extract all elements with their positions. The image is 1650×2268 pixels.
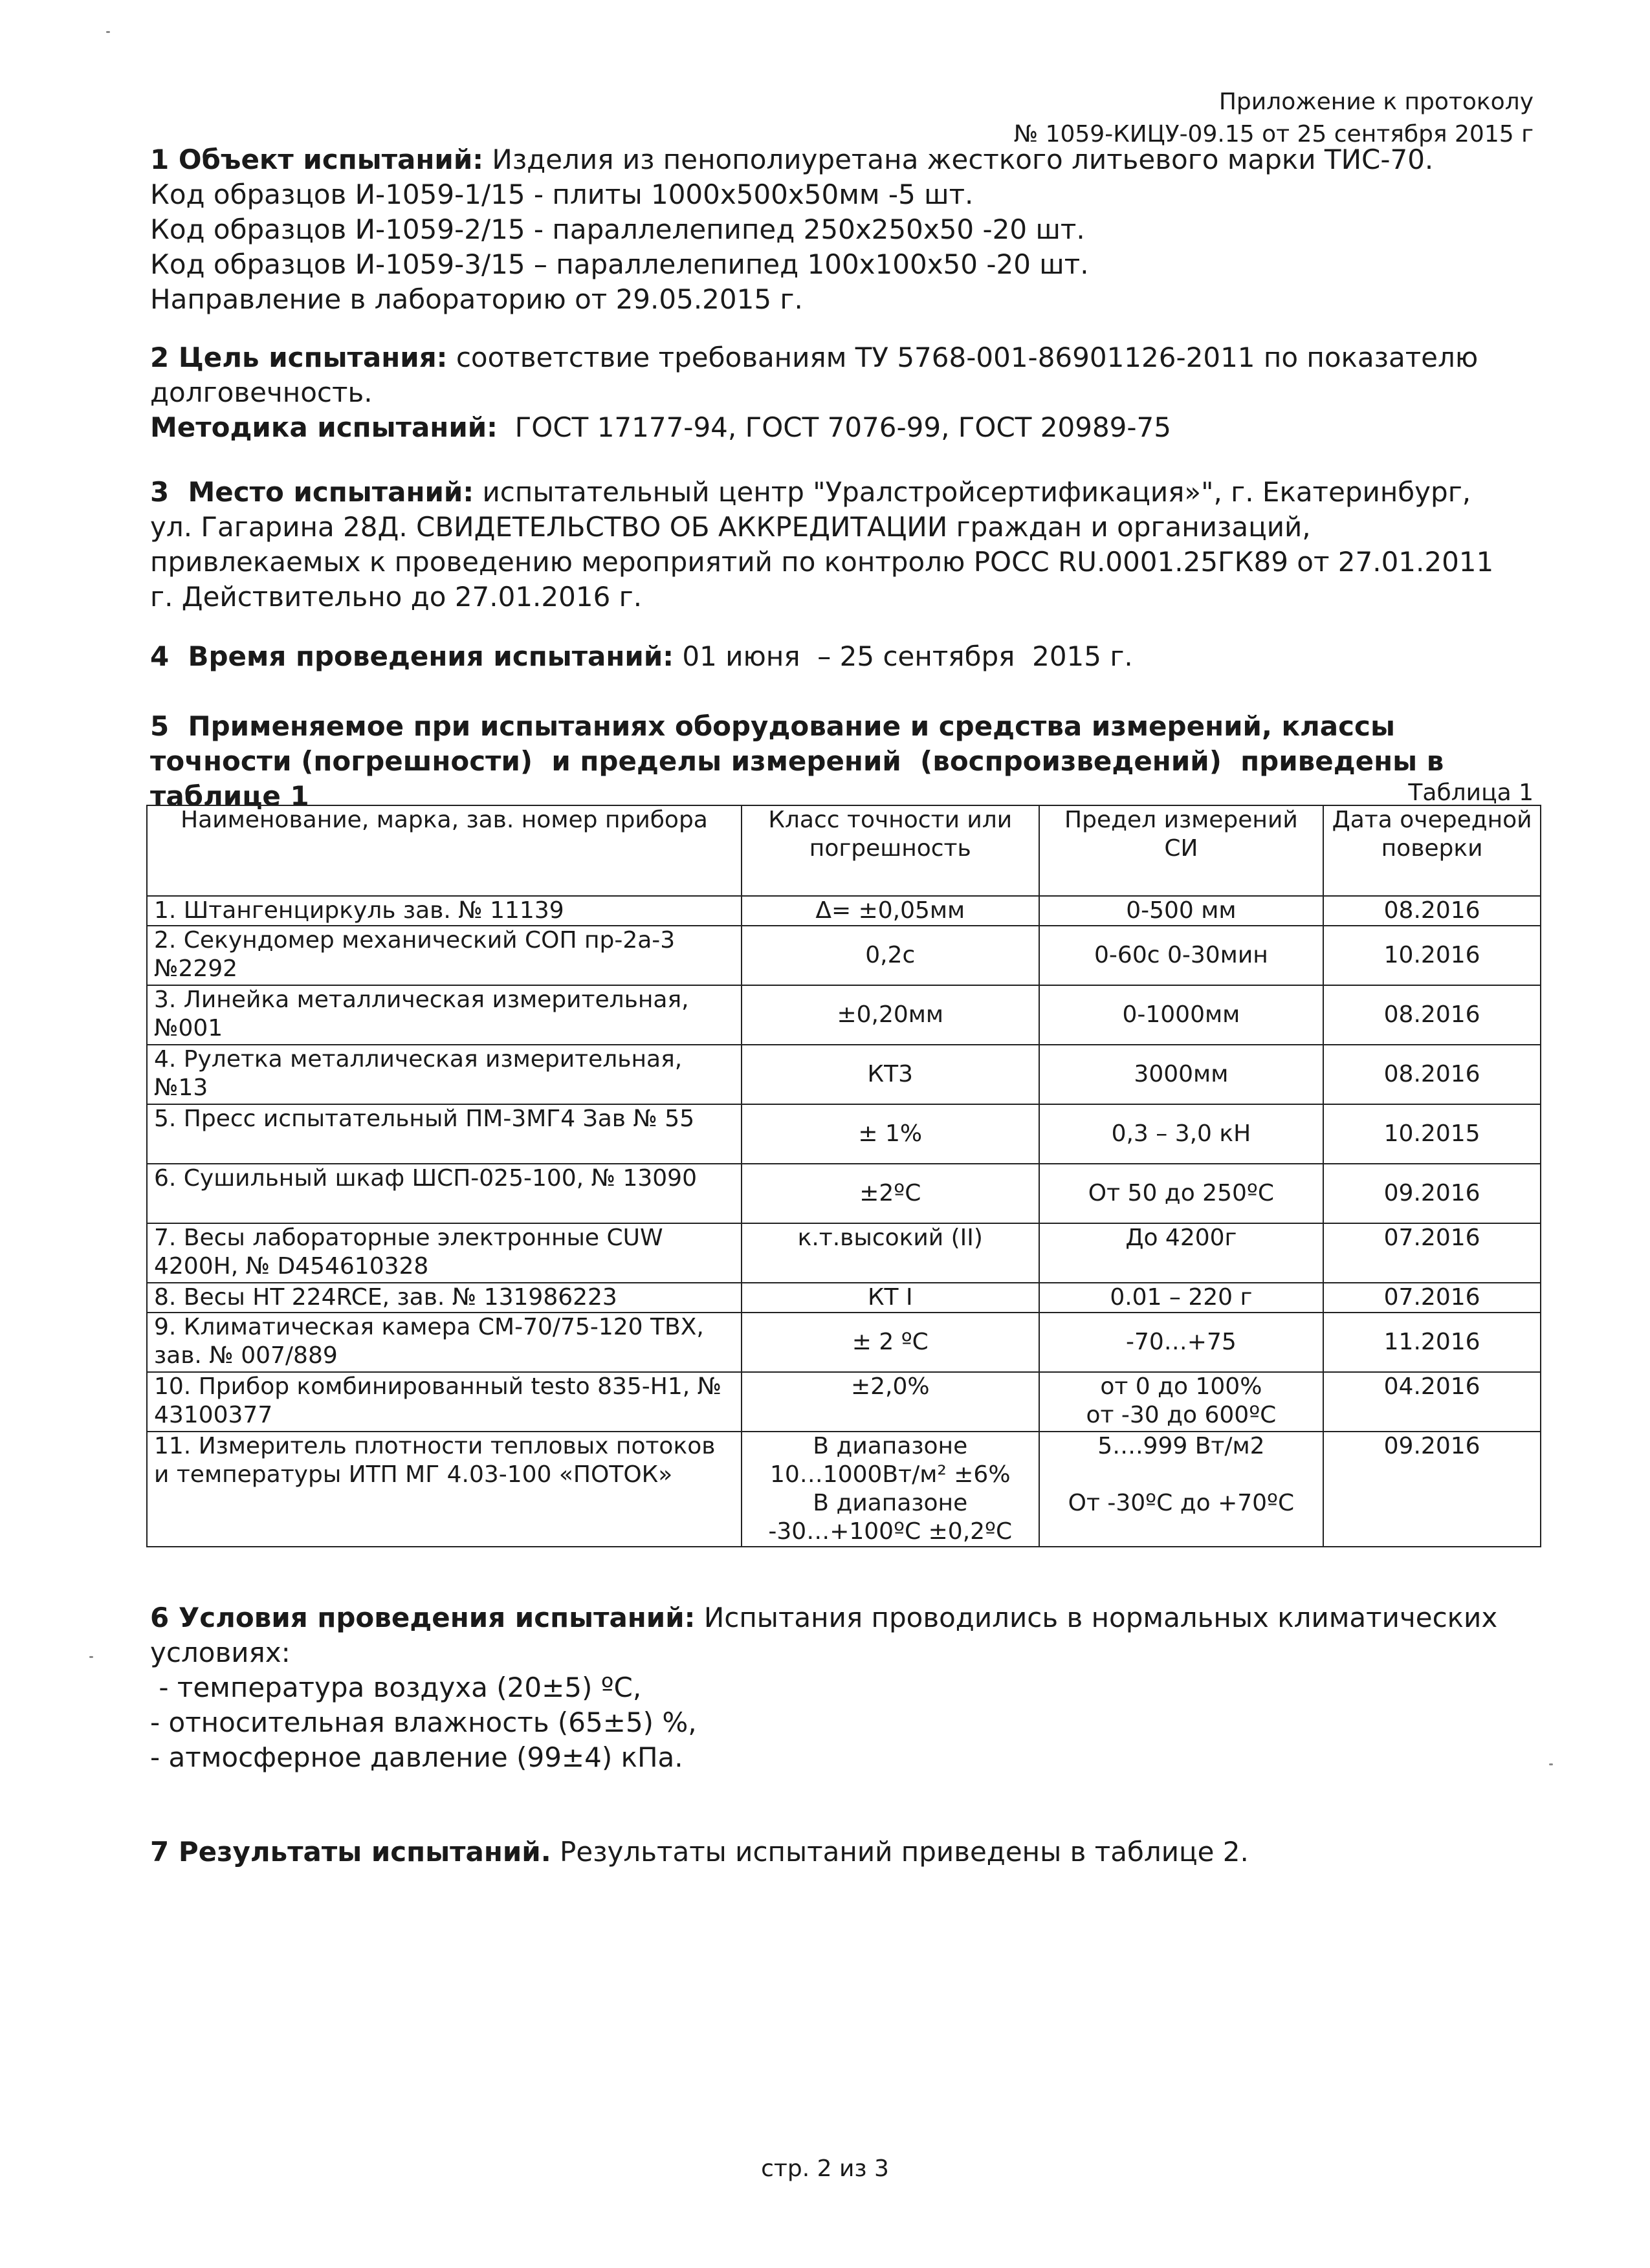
cell-accuracy: 0,2с xyxy=(742,926,1039,985)
equipment-table xyxy=(146,805,1541,1547)
scan-speck xyxy=(1549,1763,1553,1765)
cell-instrument: 5. Пресс испытательный ПМ-3МГ4 Зав № 55 xyxy=(147,1104,742,1164)
method-label: Методика испытаний: xyxy=(150,411,498,443)
section-4-heading: 4 Время проведения испытаний: xyxy=(150,640,674,672)
cell-date: 07.2016 xyxy=(1323,1223,1541,1283)
cell-accuracy: ± 1% xyxy=(742,1104,1039,1164)
cell-date: 07.2016 xyxy=(1323,1283,1541,1313)
cell-date: 08.2016 xyxy=(1323,1045,1541,1104)
sample-code-line-3: Код образцов И-1059-3/15 – параллелепипед 100х100х50 -20 шт. xyxy=(150,248,1089,280)
scan-speck xyxy=(106,31,110,33)
table-row xyxy=(147,1045,1541,1104)
table-row xyxy=(147,1164,1541,1223)
section-7-heading: 7 Результаты испытаний. xyxy=(150,1836,551,1868)
section-4-text: 01 июня – 25 сентября 2015 г. xyxy=(674,640,1133,672)
cell-instrument: 7. Весы лабораторные электронные CUW 4200H, № D454610328 xyxy=(147,1223,742,1283)
section-6-heading: 6 Условия проведения испытаний: xyxy=(150,1602,696,1633)
cell-range: 0,3 – 3,0 кН xyxy=(1039,1104,1324,1164)
section-6 xyxy=(150,1600,1502,1775)
sample-code-line-1: Код образцов И-1059-1/15 - плиты 1000х500х50мм -5 шт. xyxy=(150,179,974,210)
table-row xyxy=(147,1283,1541,1313)
cell-instrument: 4. Рулетка металлическая измерительная, №13 xyxy=(147,1045,742,1104)
cell-accuracy: Δ= ±0,05мм xyxy=(742,896,1039,926)
cell-instrument: 1. Штангенциркуль зав. № 11139 xyxy=(147,896,742,926)
method-text: ГОСТ 17177-94, ГОСТ 7076-99, ГОСТ 20989-75 xyxy=(497,411,1172,443)
cell-instrument: 3. Линейка металлическая измерительная, №001 xyxy=(147,985,742,1045)
section-6-text: Испытания проводились в нормальных климатических условиях: xyxy=(150,1602,1498,1668)
table-row xyxy=(147,1223,1541,1283)
section-5-heading: 5 Применяемое при испытаниях оборудование и средства измерений, классы точности (погрешности) и пределы измерений (воспроизведений) приведены в таблице 1 xyxy=(150,710,1453,812)
section-1-heading: 1 Объект испытаний: xyxy=(150,144,484,175)
section-1-text: Изделия из пенополиуретана жесткого литьевого марки ТИС-70. xyxy=(483,144,1434,175)
column-header-calibration-date: Дата очередной поверки xyxy=(1323,805,1541,896)
cell-date: 09.2016 xyxy=(1323,1432,1541,1547)
section-3-heading: 3 Место испытаний: xyxy=(150,476,474,508)
referral-line: Направление в лабораторию от 29.05.2015 г. xyxy=(150,283,803,315)
table-1-caption: Таблица 1 xyxy=(1408,780,1534,806)
section-3-text: испытательный центр "Уралстройсертификация»", г. Екатеринбург, ул. Гагарина 28Д. СВИДЕТЕЛЬСТВО ОБ АККРЕДИТАЦИИ граждан и организаций, привлекаемых к проведению мероприятий по контролю РОСС RU.0001.25ГК89 от 27.01.2011 г. Действительно до 27.01.2016 г. xyxy=(150,476,1494,613)
condition-humidity: - относительная влажность (65±5) %, xyxy=(150,1706,697,1738)
page-number: стр. 2 из 3 xyxy=(761,2155,889,2182)
cell-date: 08.2016 xyxy=(1323,985,1541,1045)
column-header-range: Предел измерений СИ xyxy=(1039,805,1324,896)
cell-range: От 50 до 250ºС xyxy=(1039,1164,1324,1223)
cell-accuracy: ±0,20мм xyxy=(742,985,1039,1045)
column-header-accuracy: Класс точности или погрешность xyxy=(742,805,1039,896)
cell-range: от 0 до 100% от -30 до 600ºС xyxy=(1039,1372,1324,1432)
cell-range: 5….999 Вт/м2 От -30ºС до +70ºС xyxy=(1039,1432,1324,1547)
table-row xyxy=(147,926,1541,985)
cell-date: 11.2016 xyxy=(1323,1313,1541,1372)
section-7 xyxy=(150,1835,1502,1870)
cell-accuracy: КТ3 xyxy=(742,1045,1039,1104)
table-row xyxy=(147,1372,1541,1432)
cell-date: 10.2015 xyxy=(1323,1104,1541,1164)
cell-instrument: 6. Сушильный шкаф ШСП-025-100, № 13090 xyxy=(147,1164,742,1223)
cell-accuracy: ±2,0% xyxy=(742,1372,1039,1432)
cell-range: 3000мм xyxy=(1039,1045,1324,1104)
header-line-2: № 1059-КИЦУ-09.15 от 25 сентября 2015 г xyxy=(1013,121,1534,147)
condition-pressure: - атмосферное давление (99±4) кПа. xyxy=(150,1741,683,1773)
cell-accuracy: КТ I xyxy=(742,1283,1039,1313)
cell-accuracy: ± 2 ºС xyxy=(742,1313,1039,1372)
cell-date: 04.2016 xyxy=(1323,1372,1541,1432)
cell-date: 10.2016 xyxy=(1323,926,1541,985)
table-header-row xyxy=(147,805,1541,896)
section-1 xyxy=(150,142,1502,317)
cell-accuracy: В диапазоне 10…1000Вт/м² ±6% В диапазоне -30…+100ºС ±0,2ºС xyxy=(742,1432,1039,1547)
section-3 xyxy=(150,475,1502,615)
section-4 xyxy=(150,639,1502,674)
section-7-text: Результаты испытаний приведены в таблице 2. xyxy=(551,1836,1249,1868)
cell-date: 09.2016 xyxy=(1323,1164,1541,1223)
cell-instrument: 9. Климатическая камера СМ-70/75-120 ТВХ, зав. № 007/889 xyxy=(147,1313,742,1372)
protocol-reference xyxy=(1014,86,1534,151)
cell-accuracy: к.т.высокий (II) xyxy=(742,1223,1039,1283)
table-row xyxy=(147,896,1541,926)
column-header-name: Наименование, марка, зав. номер прибора xyxy=(147,805,742,896)
table-row xyxy=(147,1313,1541,1372)
cell-instrument: 11. Измеритель плотности тепловых потоков и температуры ИТП МГ 4.03-100 «ПОТОК» xyxy=(147,1432,742,1547)
condition-temperature: - температура воздуха (20±5) ºС, xyxy=(150,1672,642,1703)
cell-range: -70…+75 xyxy=(1039,1313,1324,1372)
cell-range: 0-500 мм xyxy=(1039,896,1324,926)
cell-range: 0.01 – 220 г xyxy=(1039,1283,1324,1313)
cell-accuracy: ±2ºС xyxy=(742,1164,1039,1223)
cell-instrument: 2. Секундомер механический СОП пр-2а-3 №2292 xyxy=(147,926,742,985)
table-row xyxy=(147,1104,1541,1164)
scan-speck xyxy=(89,1656,93,1658)
cell-range: 0-60с 0-30мин xyxy=(1039,926,1324,985)
table-row xyxy=(147,1432,1541,1547)
cell-range: До 4200г xyxy=(1039,1223,1324,1283)
section-2-heading: 2 Цель испытания: xyxy=(150,342,448,373)
cell-range: 0-1000мм xyxy=(1039,985,1324,1045)
cell-instrument: 8. Весы НТ 224RCE, зав. № 131986223 xyxy=(147,1283,742,1313)
cell-date: 08.2016 xyxy=(1323,896,1541,926)
section-2-text: соответствие требованиям ТУ 5768-001-86901126-2011 по показателю долговечность. xyxy=(150,342,1479,408)
sample-code-line-2: Код образцов И-1059-2/15 - параллелепипед 250х250х50 -20 шт. xyxy=(150,213,1085,245)
header-line-1: Приложение к протоколу xyxy=(1218,89,1534,115)
section-2 xyxy=(150,340,1502,445)
cell-instrument: 10. Прибор комбинированный testo 835-H1, № 43100377 xyxy=(147,1372,742,1432)
table-row xyxy=(147,985,1541,1045)
